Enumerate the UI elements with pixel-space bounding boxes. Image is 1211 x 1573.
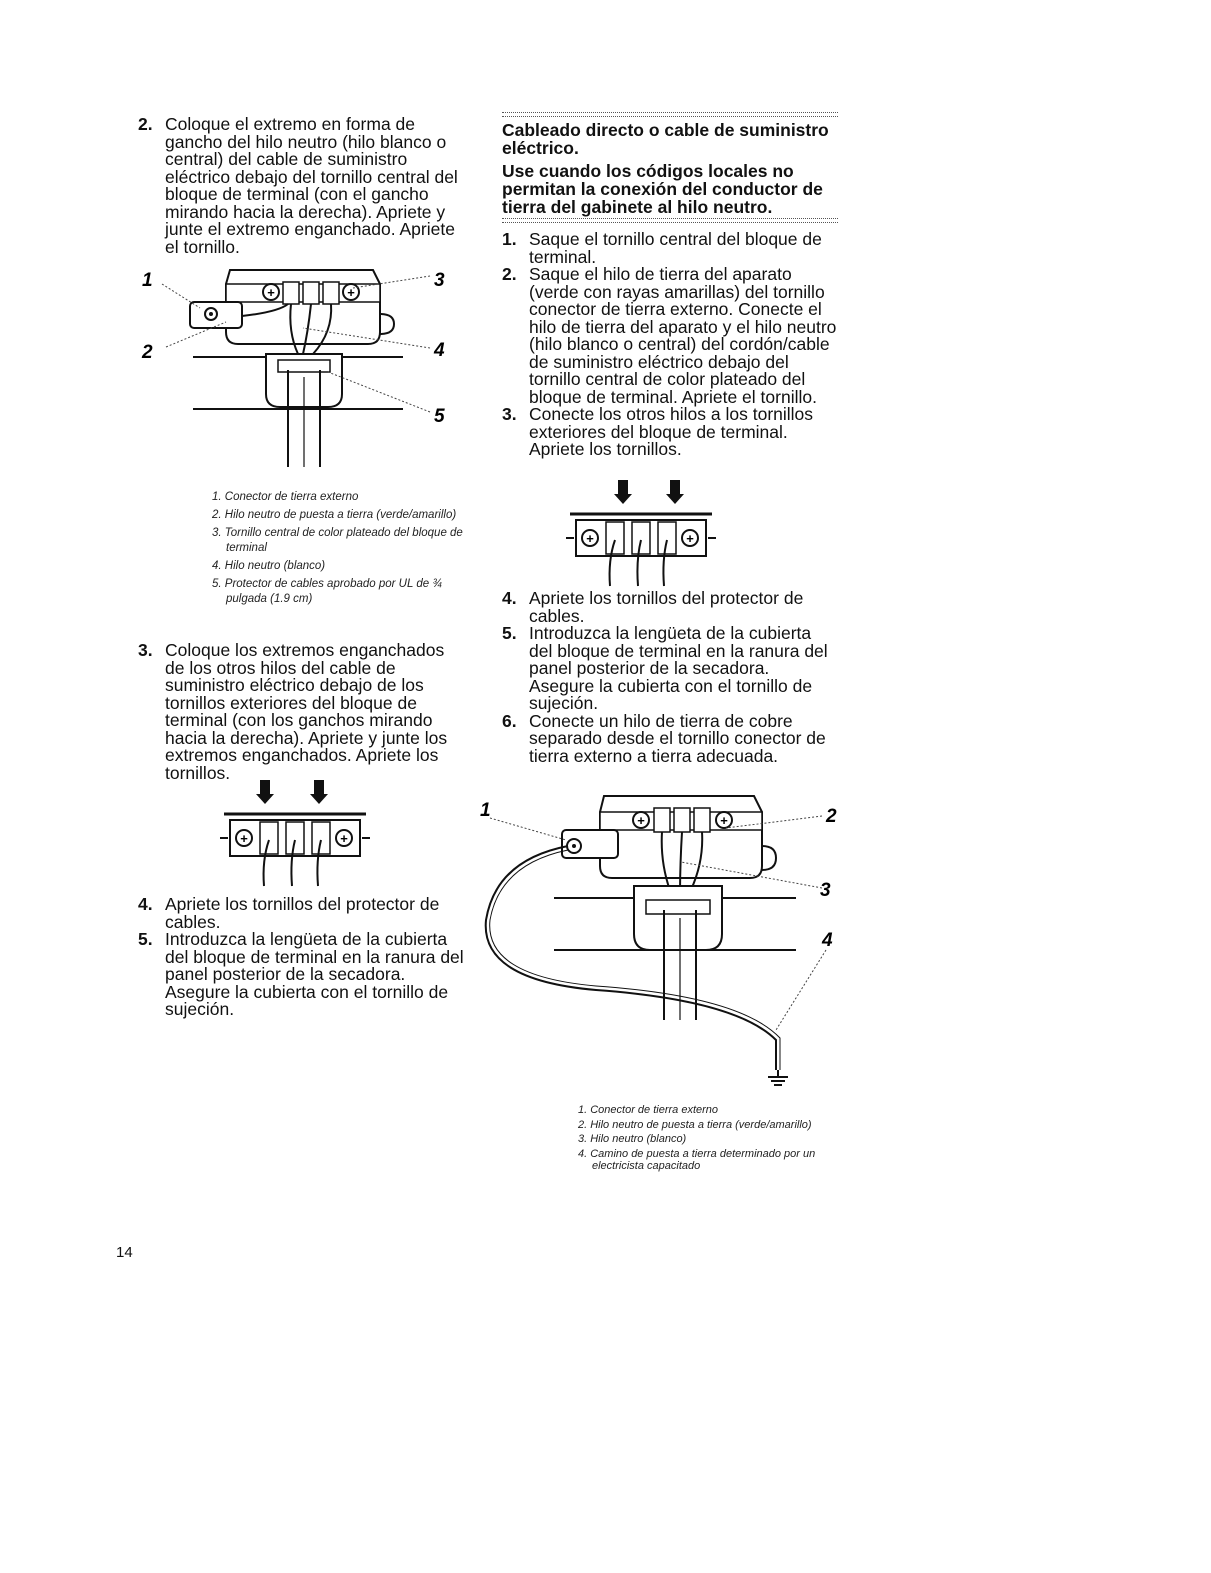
svg-text:+: +: [340, 831, 348, 846]
right-step-6: [502, 710, 838, 766]
step-text: Apriete los tornillos del protector de cables.: [529, 588, 804, 626]
legend-item: 4. Camino de puesta a tierra determinado por un electricista capacitado: [578, 1147, 816, 1172]
right-step-1: [502, 231, 838, 266]
step-text: Coloque el extremo en forma de gancho del hilo neutro (hilo blanco o central) del cable de suministro eléctrico debajo del tornillo central del bloque de terminal (con el gancho mirando hacia la derecha). Apriete y junte el extremo enganchado. Apriete el tornillo.: [165, 114, 458, 257]
step-text: Saque el tornillo central del bloque de terminal.: [529, 229, 822, 267]
figure1-callout-3: 3: [434, 270, 445, 291]
figure1-callout-5: 5: [434, 406, 445, 427]
figure2-callout-2: 2: [826, 806, 837, 827]
figure2-callout-1: 1: [480, 800, 491, 821]
divider: [502, 112, 838, 117]
step-text: Coloque los extremos enganchados de los otros hilos del cable de suministro eléctrico debajo de los tornillos exteriores del bloque de terminal (con los ganchos mirando hacia la derecha). Apriete y junte los extremos enganchados. Apriete los tornillos.: [165, 640, 448, 783]
svg-text:+: +: [686, 531, 694, 546]
step-text: Apriete los tornillos del protector de cables.: [165, 894, 440, 932]
terminal-block-figure-1: [138, 262, 468, 472]
svg-text:+: +: [240, 831, 248, 846]
right-step-5: [502, 625, 838, 713]
right-step-3: [502, 406, 838, 459]
step-number: 3.: [138, 640, 153, 660]
left-step-2: [138, 116, 468, 256]
legend-item: 2. Hilo neutro de puesta a tierra (verde/amarillo): [212, 509, 457, 521]
ground-wire-figure-2: [476, 790, 846, 1090]
step-number: 3.: [502, 404, 517, 424]
step-number: 2.: [138, 114, 153, 134]
left-step-4: [138, 896, 468, 931]
svg-text:+: +: [267, 285, 275, 300]
step-text: Conecte un hilo de tierra de cobre separado desde el tornillo conector de tierra externo a tierra adecuada.: [529, 710, 826, 766]
section-heading: Cableado directo o cable de suministro eléctrico.: [502, 120, 829, 158]
divider: [502, 218, 838, 223]
step-text: Saque el hilo de tierra del aparato (verde con rayas amarillas) del tornillo conector de tierra externo. Conecte el hilo de tierra del aparato y el hilo neutro (hilo blanco o central) del cordón/cable de suministro eléctrico debajo del tornillo central de color plateado del bloque de terminal. Apriete el tornillo.: [529, 264, 837, 407]
left-column-steps-4-5: [138, 896, 468, 1019]
figure1-callout-2: 2: [142, 342, 153, 363]
step-number: 4.: [502, 588, 517, 608]
step-text: Introduzca la lengüeta de la cubierta del bloque de terminal en la ranura del panel posterior de la secadora. Asegure la cubierta con el tornillo de sujeción.: [165, 929, 464, 1019]
left-step-3: [138, 642, 468, 782]
legend-item: 3. Tornillo central de color plateado del bloque de terminal: [212, 527, 463, 554]
step-number: 2.: [502, 264, 517, 284]
legend-item: 1. Conector de tierra externo: [212, 491, 359, 503]
terminal-screws-figure-right: [566, 480, 726, 590]
svg-text:+: +: [586, 531, 594, 546]
figure1-callout-4: 4: [434, 340, 445, 361]
left-column: [138, 116, 468, 256]
step-text: Introduzca la lengüeta de la cubierta del bloque de terminal en la ranura del panel posterior de la secadora. Asegure la cubierta con el tornillo de sujeción.: [529, 623, 828, 713]
step-number: 1.: [502, 229, 517, 249]
left-step-5: [138, 931, 468, 1019]
legend-item: 4. Hilo neutro (blanco): [212, 560, 326, 572]
svg-text:+: +: [720, 813, 728, 828]
page-number: 14: [116, 1244, 133, 1261]
figure2-legend: [578, 1104, 840, 1175]
right-step-4: [502, 590, 838, 625]
svg-text:+: +: [637, 813, 645, 828]
step-number: 5.: [138, 929, 153, 949]
right-column-steps-4-6: [502, 590, 838, 765]
step-text: Conecte los otros hilos a los tornillos exteriores del bloque de terminal. Apriete los tornillos.: [529, 404, 814, 459]
figure2-callout-3: 3: [820, 880, 831, 901]
legend-item: 5. Protector de cables aprobado por UL de ¾ pulgada (1.9 cm): [212, 578, 442, 605]
legend-item: 3. Hilo neutro (blanco): [578, 1133, 687, 1145]
section-subheading: Use cuando los códigos locales no permitan la conexión del conductor de tierra del gabinete al hilo neutro.: [502, 161, 823, 217]
figure1-legend: [212, 490, 468, 610]
figure1-callout-1: 1: [142, 270, 153, 291]
step-number: 5.: [502, 623, 517, 643]
step-number: 6.: [502, 710, 517, 731]
legend-item: 1. Conector de tierra externo: [578, 1104, 719, 1116]
right-step-2: [502, 266, 838, 406]
legend-item: 2. Hilo neutro de puesta a tierra (verde/amarillo): [578, 1118, 812, 1131]
left-column-step-3: [138, 642, 468, 782]
svg-text:+: +: [347, 285, 355, 300]
right-column: [502, 112, 838, 459]
figure2-callout-4: 4: [822, 930, 833, 951]
terminal-screws-figure-left: [220, 780, 380, 890]
step-number: 4.: [138, 894, 153, 914]
